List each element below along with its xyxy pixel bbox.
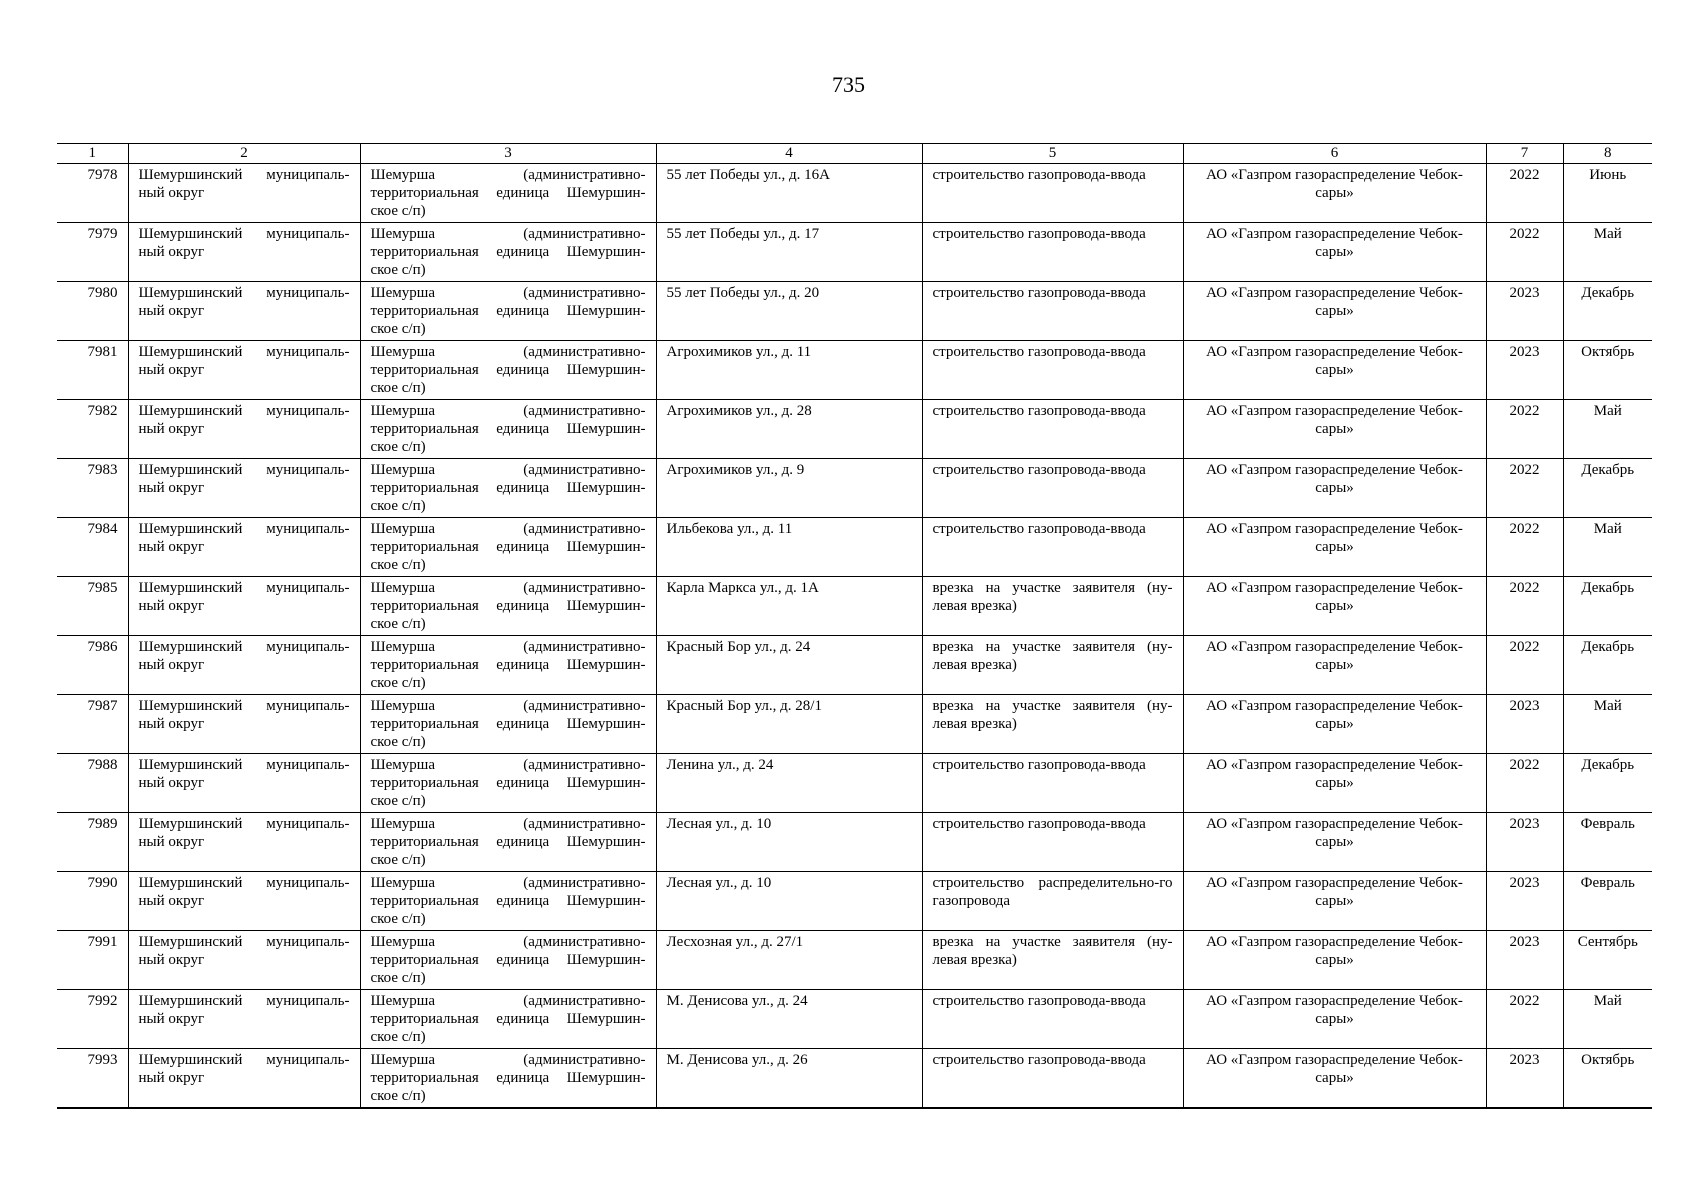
table-row [57, 1049, 1652, 1109]
district-cell: Шемуршинский муниципаль-ный округ [128, 931, 360, 990]
month-cell: Май [1563, 223, 1652, 282]
settlement-cell: Шемурша (административно-территориальная единица Шемуршин-ское с/п) [360, 459, 656, 518]
district-cell: Шемуршинский муниципаль-ный округ [128, 1049, 360, 1109]
row-number: 7981 [57, 341, 128, 400]
work-type-cell: строительство газопровода-ввода [922, 400, 1183, 459]
district-cell: Шемуршинский муниципаль-ный округ [128, 636, 360, 695]
organization-cell: АО «Газпром газораспределение Чебок-сары» [1183, 931, 1486, 990]
organization-cell: АО «Газпром газораспределение Чебок-сары» [1183, 459, 1486, 518]
work-type-cell: строительство газопровода-ввода [922, 813, 1183, 872]
month-cell: Май [1563, 990, 1652, 1049]
settlement-cell: Шемурша (административно-территориальная единица Шемуршин-ское с/п) [360, 1049, 656, 1109]
column-header: 8 [1563, 144, 1652, 164]
column-header: 1 [57, 144, 128, 164]
column-header: 2 [128, 144, 360, 164]
organization-cell: АО «Газпром газораспределение Чебок-сары» [1183, 341, 1486, 400]
district-cell: Шемуршинский муниципаль-ный округ [128, 164, 360, 223]
work-type-cell: строительство газопровода-ввода [922, 990, 1183, 1049]
year-cell: 2022 [1486, 164, 1563, 223]
work-type-cell: строительство распределительно-го газопровода [922, 872, 1183, 931]
row-number: 7991 [57, 931, 128, 990]
year-cell: 2023 [1486, 813, 1563, 872]
address-cell: М. Денисова ул., д. 26 [656, 1049, 922, 1109]
table-header [57, 144, 1652, 164]
table-row [57, 282, 1652, 341]
table-row [57, 223, 1652, 282]
organization-cell: АО «Газпром газораспределение Чебок-сары» [1183, 282, 1486, 341]
row-number: 7980 [57, 282, 128, 341]
month-cell: Июнь [1563, 164, 1652, 223]
address-cell: Ильбекова ул., д. 11 [656, 518, 922, 577]
work-type-cell: строительство газопровода-ввода [922, 518, 1183, 577]
district-cell: Шемуршинский муниципаль-ный округ [128, 990, 360, 1049]
district-cell: Шемуршинский муниципаль-ный округ [128, 813, 360, 872]
row-number: 7990 [57, 872, 128, 931]
year-cell: 2023 [1486, 695, 1563, 754]
table-row [57, 341, 1652, 400]
district-cell: Шемуршинский муниципаль-ный округ [128, 872, 360, 931]
work-type-cell: строительство газопровода-ввода [922, 341, 1183, 400]
work-type-cell: строительство газопровода-ввода [922, 223, 1183, 282]
address-cell: Агрохимиков ул., д. 28 [656, 400, 922, 459]
column-header: 6 [1183, 144, 1486, 164]
column-header: 4 [656, 144, 922, 164]
organization-cell: АО «Газпром газораспределение Чебок-сары» [1183, 872, 1486, 931]
address-cell: Агрохимиков ул., д. 11 [656, 341, 922, 400]
settlement-cell: Шемурша (административно-территориальная единица Шемуршин-ское с/п) [360, 754, 656, 813]
settlement-cell: Шемурша (административно-территориальная единица Шемуршин-ское с/п) [360, 400, 656, 459]
page-number: 735 [832, 72, 865, 97]
address-cell: 55 лет Победы ул., д. 17 [656, 223, 922, 282]
address-cell: 55 лет Победы ул., д. 20 [656, 282, 922, 341]
table-row [57, 931, 1652, 990]
column-header: 3 [360, 144, 656, 164]
settlement-cell: Шемурша (административно-территориальная единица Шемуршин-ское с/п) [360, 931, 656, 990]
month-cell: Октябрь [1563, 1049, 1652, 1109]
organization-cell: АО «Газпром газораспределение Чебок-сары» [1183, 223, 1486, 282]
district-cell: Шемуршинский муниципаль-ный округ [128, 400, 360, 459]
header-row [57, 144, 1652, 164]
month-cell: Май [1563, 400, 1652, 459]
address-cell: Карла Маркса ул., д. 1А [656, 577, 922, 636]
year-cell: 2022 [1486, 636, 1563, 695]
table-row [57, 990, 1652, 1049]
district-cell: Шемуршинский муниципаль-ный округ [128, 577, 360, 636]
table-row [57, 813, 1652, 872]
address-cell: Агрохимиков ул., д. 9 [656, 459, 922, 518]
organization-cell: АО «Газпром газораспределение Чебок-сары» [1183, 813, 1486, 872]
settlement-cell: Шемурша (административно-территориальная единица Шемуршин-ское с/п) [360, 341, 656, 400]
district-cell: Шемуршинский муниципаль-ный округ [128, 459, 360, 518]
row-number: 7983 [57, 459, 128, 518]
settlement-cell: Шемурша (административно-территориальная единица Шемуршин-ское с/п) [360, 164, 656, 223]
table-row [57, 577, 1652, 636]
address-cell: Красный Бор ул., д. 28/1 [656, 695, 922, 754]
table-row [57, 164, 1652, 223]
table-body [57, 164, 1652, 1109]
row-number: 7985 [57, 577, 128, 636]
table-row [57, 754, 1652, 813]
address-cell: Лесная ул., д. 10 [656, 872, 922, 931]
organization-cell: АО «Газпром газораспределение Чебок-сары» [1183, 754, 1486, 813]
table-row [57, 872, 1652, 931]
month-cell: Май [1563, 695, 1652, 754]
work-type-cell: строительство газопровода-ввода [922, 754, 1183, 813]
district-cell: Шемуршинский муниципаль-ный округ [128, 695, 360, 754]
work-type-cell: строительство газопровода-ввода [922, 282, 1183, 341]
month-cell: Декабрь [1563, 636, 1652, 695]
settlement-cell: Шемурша (административно-территориальная единица Шемуршин-ское с/п) [360, 577, 656, 636]
year-cell: 2022 [1486, 400, 1563, 459]
month-cell: Февраль [1563, 872, 1652, 931]
settlement-cell: Шемурша (административно-территориальная единица Шемуршин-ское с/п) [360, 990, 656, 1049]
organization-cell: АО «Газпром газораспределение Чебок-сары» [1183, 695, 1486, 754]
month-cell: Декабрь [1563, 577, 1652, 636]
month-cell: Декабрь [1563, 282, 1652, 341]
year-cell: 2023 [1486, 341, 1563, 400]
settlement-cell: Шемурша (административно-территориальная единица Шемуршин-ское с/п) [360, 813, 656, 872]
settlement-cell: Шемурша (административно-территориальная единица Шемуршин-ское с/п) [360, 518, 656, 577]
organization-cell: АО «Газпром газораспределение Чебок-сары» [1183, 518, 1486, 577]
district-cell: Шемуршинский муниципаль-ный округ [128, 518, 360, 577]
year-cell: 2023 [1486, 872, 1563, 931]
table-row [57, 636, 1652, 695]
organization-cell: АО «Газпром газораспределение Чебок-сары» [1183, 164, 1486, 223]
work-type-cell: врезка на участке заявителя (ну-левая врезка) [922, 636, 1183, 695]
year-cell: 2022 [1486, 459, 1563, 518]
month-cell: Декабрь [1563, 754, 1652, 813]
column-header: 5 [922, 144, 1183, 164]
address-cell: М. Денисова ул., д. 24 [656, 990, 922, 1049]
table-row [57, 400, 1652, 459]
year-cell: 2023 [1486, 282, 1563, 341]
organization-cell: АО «Газпром газораспределение Чебок-сары» [1183, 636, 1486, 695]
settlement-cell: Шемурша (административно-территориальная единица Шемуршин-ское с/п) [360, 223, 656, 282]
settlement-cell: Шемурша (административно-территориальная единица Шемуршин-ское с/п) [360, 636, 656, 695]
organization-cell: АО «Газпром газораспределение Чебок-сары» [1183, 577, 1486, 636]
table-row [57, 695, 1652, 754]
row-number: 7992 [57, 990, 128, 1049]
district-cell: Шемуршинский муниципаль-ный округ [128, 223, 360, 282]
work-type-cell: врезка на участке заявителя (ну-левая врезка) [922, 695, 1183, 754]
settlement-cell: Шемурша (административно-территориальная единица Шемуршин-ское с/п) [360, 695, 656, 754]
organization-cell: АО «Газпром газораспределение Чебок-сары» [1183, 1049, 1486, 1109]
year-cell: 2022 [1486, 990, 1563, 1049]
settlement-cell: Шемурша (административно-территориальная единица Шемуршин-ское с/п) [360, 872, 656, 931]
year-cell: 2022 [1486, 518, 1563, 577]
year-cell: 2023 [1486, 931, 1563, 990]
month-cell: Октябрь [1563, 341, 1652, 400]
row-number: 7978 [57, 164, 128, 223]
work-type-cell: строительство газопровода-ввода [922, 164, 1183, 223]
registry-table [57, 143, 1652, 1109]
address-cell: Лесхозная ул., д. 27/1 [656, 931, 922, 990]
year-cell: 2022 [1486, 577, 1563, 636]
month-cell: Сентябрь [1563, 931, 1652, 990]
month-cell: Декабрь [1563, 459, 1652, 518]
work-type-cell: строительство газопровода-ввода [922, 1049, 1183, 1109]
table-row [57, 518, 1652, 577]
address-cell: Красный Бор ул., д. 24 [656, 636, 922, 695]
organization-cell: АО «Газпром газораспределение Чебок-сары» [1183, 400, 1486, 459]
address-cell: 55 лет Победы ул., д. 16А [656, 164, 922, 223]
address-cell: Ленина ул., д. 24 [656, 754, 922, 813]
row-number: 7986 [57, 636, 128, 695]
row-number: 7989 [57, 813, 128, 872]
row-number: 7993 [57, 1049, 128, 1109]
district-cell: Шемуршинский муниципаль-ный округ [128, 282, 360, 341]
year-cell: 2022 [1486, 223, 1563, 282]
row-number: 7987 [57, 695, 128, 754]
year-cell: 2023 [1486, 1049, 1563, 1109]
table-row [57, 459, 1652, 518]
work-type-cell: врезка на участке заявителя (ну-левая врезка) [922, 931, 1183, 990]
organization-cell: АО «Газпром газораспределение Чебок-сары» [1183, 990, 1486, 1049]
row-number: 7979 [57, 223, 128, 282]
year-cell: 2022 [1486, 754, 1563, 813]
settlement-cell: Шемурша (административно-территориальная единица Шемуршин-ское с/п) [360, 282, 656, 341]
address-cell: Лесная ул., д. 10 [656, 813, 922, 872]
work-type-cell: строительство газопровода-ввода [922, 459, 1183, 518]
work-type-cell: врезка на участке заявителя (ну-левая врезка) [922, 577, 1183, 636]
column-header: 7 [1486, 144, 1563, 164]
district-cell: Шемуршинский муниципаль-ный округ [128, 341, 360, 400]
district-cell: Шемуршинский муниципаль-ный округ [128, 754, 360, 813]
month-cell: Февраль [1563, 813, 1652, 872]
row-number: 7988 [57, 754, 128, 813]
row-number: 7982 [57, 400, 128, 459]
month-cell: Май [1563, 518, 1652, 577]
row-number: 7984 [57, 518, 128, 577]
